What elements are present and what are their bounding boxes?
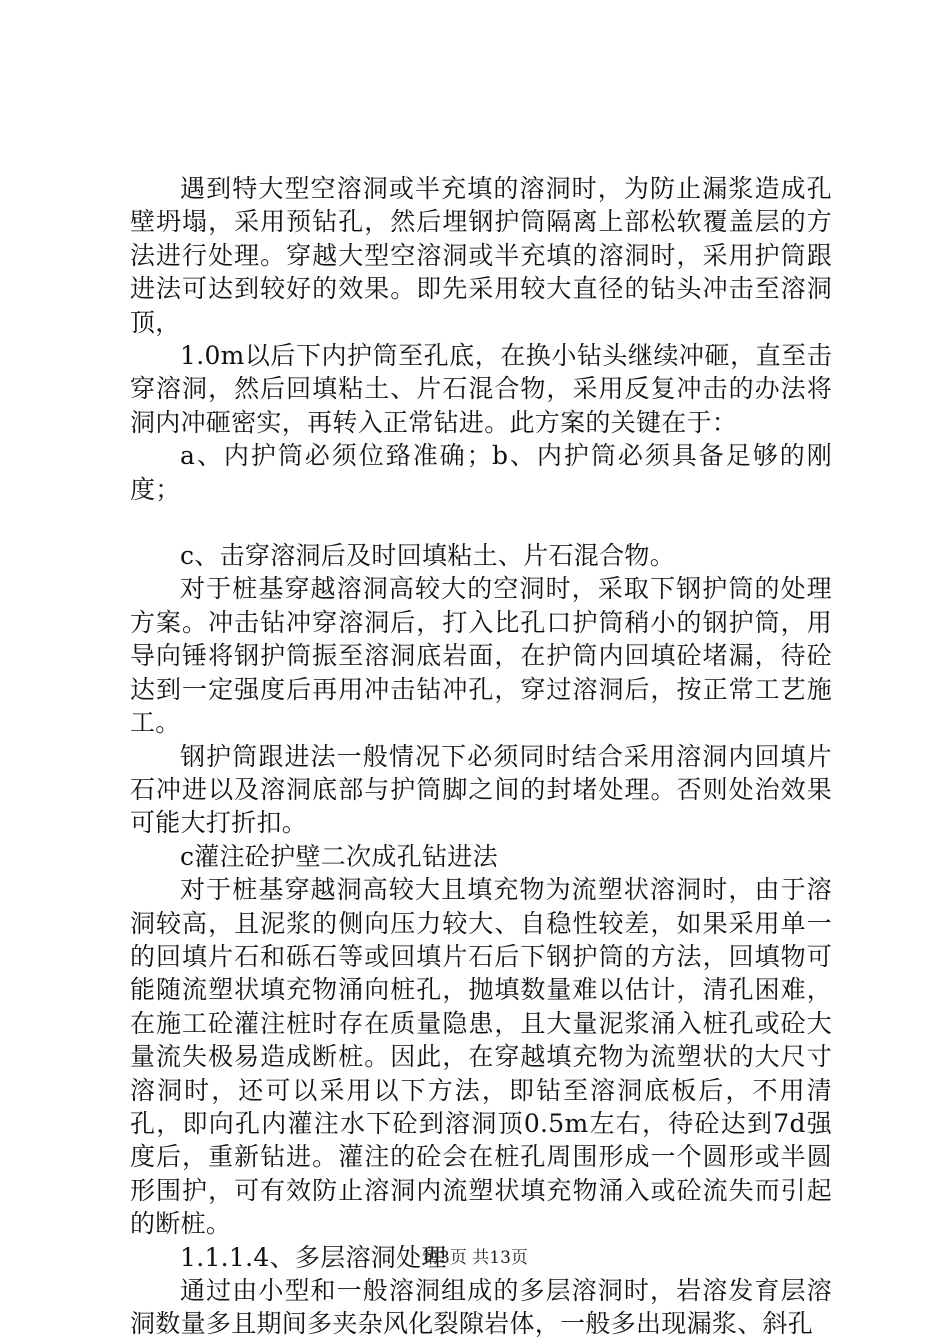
paragraph-steel-casing-scheme: 对于桩基穿越溶洞高较大的空洞时，采取下钢护筒的处理方案。冲击钻冲穿溶洞后，打入比孔口护筒稍小的钢护筒，用导向锤将钢护筒振至溶洞底岩面，在护筒内回填砼堵漏，待砼达到一定强度后再用冲击钻冲孔，穿过溶洞后，按正常工艺施工。	[130, 574, 832, 738]
paragraph-key-points-ab: a、内护筒必须位臵准确；b、内护筒必须具备足够的刚度；	[130, 441, 832, 504]
paragraph-casing-follow-method: 钢护筒跟进法一般情况下必须同时结合采用溶洞内回填片石冲进以及溶洞底部与护筒脚之间的封堵处理。否则处治效果可能大打折扣。	[130, 741, 832, 838]
paragraph-inner-casing-method: 1.0m以后下内护筒至孔底，在换小钻头继续冲砸，直至击穿溶洞，然后回填粘土、片石混合物，采用反复冲击的办法将洞内冲砸密实，再转入正常钻进。此方案的关键在于：	[130, 341, 832, 437]
page-number-footer: 第3页 共13页	[422, 1248, 528, 1268]
paragraph-multilayer-cave: 通过由小型和一般溶洞组成的多层溶洞时，岩溶发育层溶洞数量多且期间多夹杂风化裂隙岩体，一般多出现漏浆、斜孔	[130, 1276, 832, 1339]
document-body	[130, 172, 832, 1341]
section-heading-multilayer-cave: 1.1.1.4、多层溶洞处理	[180, 1242, 447, 1272]
paragraph-large-cave-casing: 遇到特大型空溶洞或半充填的溶洞时，为防止漏浆造成孔壁坍塌，采用预钻孔，然后埋钢护筒隔离上部松软覆盖层的方法进行处理。穿越大型空溶洞或半充填的溶洞时，采用护筒跟进法可达到较好的效果。即先采用较大直径的钻头冲击至溶洞顶，	[130, 174, 832, 337]
paragraph-key-point-c: c、击穿溶洞后及时回填粘土、片石混合物。	[180, 541, 676, 571]
section-heading-concrete-wall: c灌注砼护壁二次成孔钻进法	[180, 841, 498, 871]
paragraph-plastic-fill-cave: 对于桩基穿越洞高较大且填充物为流塑状溶洞时，由于溶洞较高，且泥浆的侧向压力较大、自稳性较差，如果采用单一的回填片石和砾石等或回填片石后下钢护筒的方法，回填物可能随流塑状填充物涌向桩孔，抛填数量难以估计，清孔困难，在施工砼灌注桩时存在质量隐患，且大量泥浆涌入桩孔或砼大量流失极易造成断桩。因此，在穿越填充物为流塑状的大尺寸溶洞时，还可以采用以下方法，即钻至溶洞底板后，不用清孔，即向孔内灌注水下砼到溶洞顶0.5m左右，待砼达到7d强度后，重新钻进。灌注的砼会在桩孔周围形成一个圆形或半圆形围护，可有效防止溶洞内流塑状填充物涌入或砼流失而引起的断桩。	[130, 875, 832, 1239]
